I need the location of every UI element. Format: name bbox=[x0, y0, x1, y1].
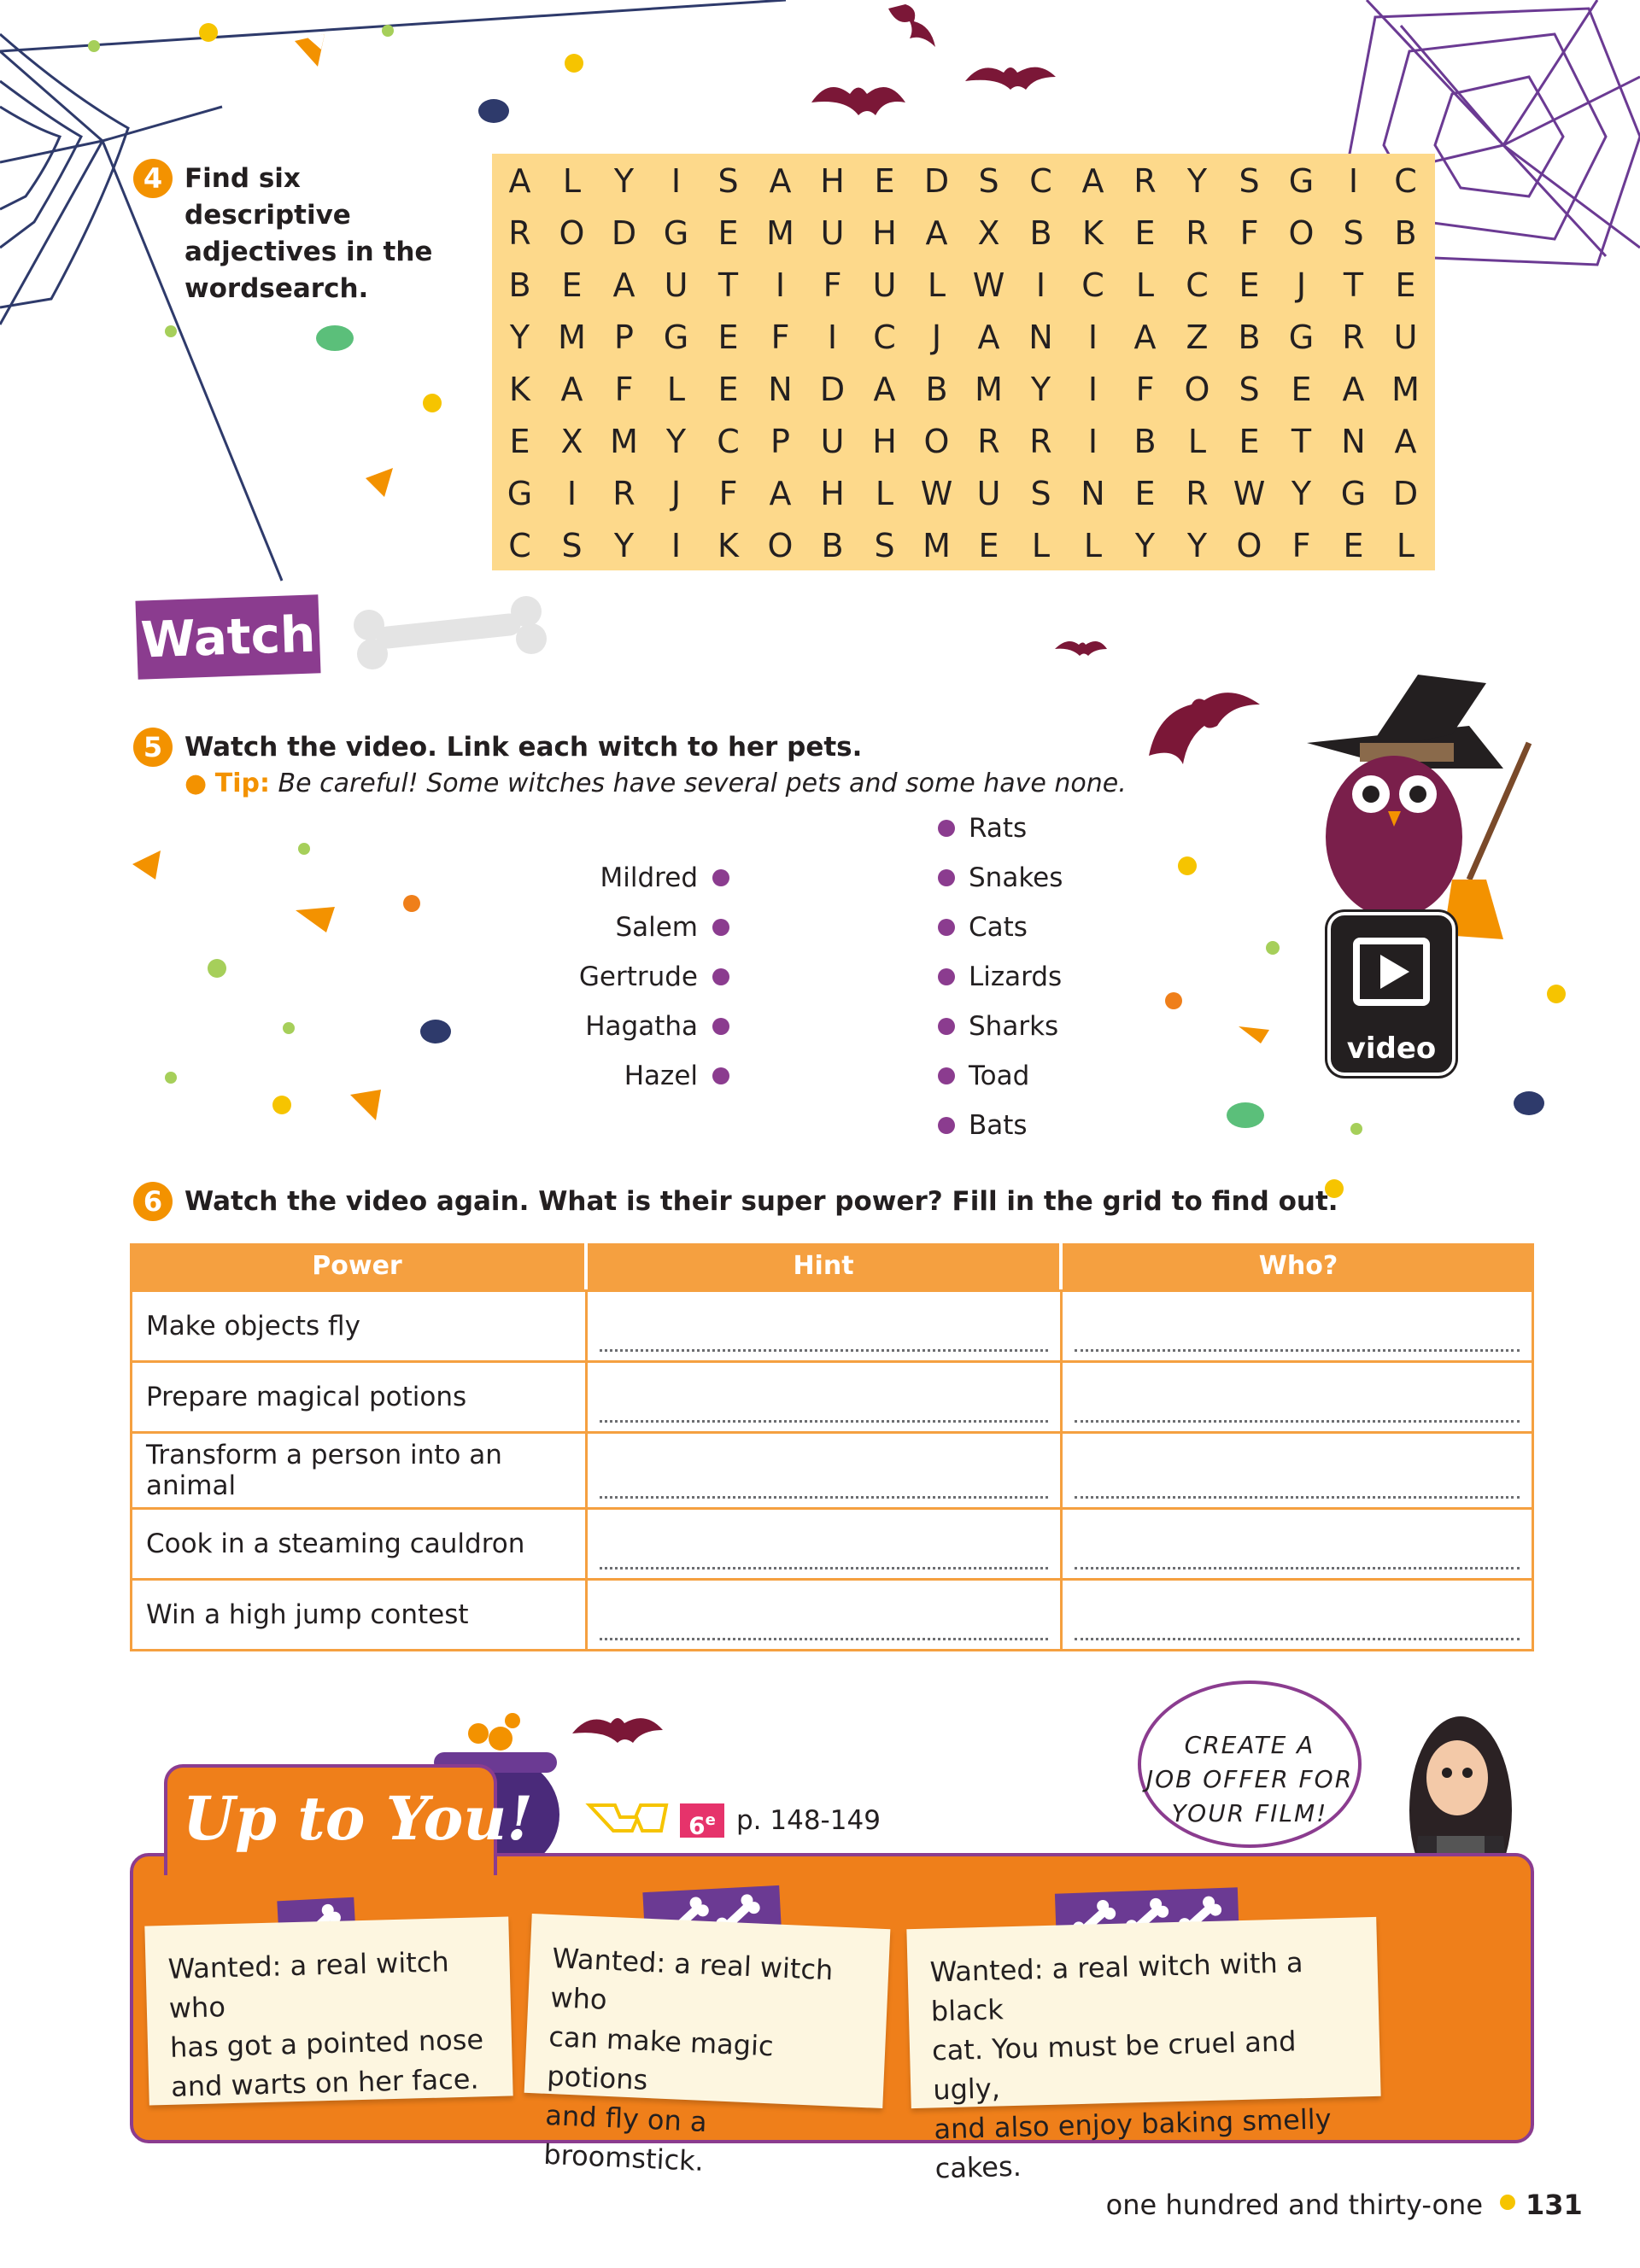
wordsearch-letter[interactable]: Y bbox=[1030, 371, 1051, 408]
wordsearch-letter[interactable]: E bbox=[561, 266, 583, 304]
hint-answer-cell[interactable] bbox=[585, 1507, 1063, 1581]
witch-name: Gertrude bbox=[578, 962, 698, 992]
wordsearch-row bbox=[492, 416, 1435, 468]
witch-name: Mildred bbox=[600, 862, 698, 893]
wordsearch-letter[interactable]: S bbox=[874, 527, 895, 564]
wordsearch-letter[interactable]: M bbox=[610, 423, 638, 460]
wordsearch-letter[interactable]: S bbox=[718, 162, 739, 200]
power-cell: Make objects fly bbox=[130, 1289, 588, 1363]
wordsearch-letter[interactable]: L bbox=[875, 475, 894, 512]
wordsearch-letter[interactable]: N bbox=[1028, 319, 1053, 356]
pet-link-dot[interactable] bbox=[938, 820, 955, 837]
wordsearch-letter[interactable]: M bbox=[975, 371, 1003, 408]
wordsearch-letter[interactable]: G bbox=[1340, 475, 1367, 512]
wordsearch-letter[interactable]: Y bbox=[1186, 527, 1208, 564]
who-answer-cell[interactable] bbox=[1060, 1507, 1534, 1581]
exercise-6-instruction: Watch the video again. What is their super power? Fill in the grid to find out. bbox=[184, 1186, 1338, 1217]
wordsearch-letter[interactable]: J bbox=[1296, 266, 1307, 304]
wordsearch-letter[interactable]: E bbox=[1239, 423, 1260, 460]
power-cell: Transform a person into an animal bbox=[130, 1431, 588, 1510]
wordsearch-letter[interactable]: P bbox=[770, 423, 790, 460]
wordsearch-letter[interactable]: M bbox=[766, 214, 794, 252]
wordsearch-letter[interactable]: B bbox=[1394, 214, 1417, 252]
wordsearch-letter[interactable]: O bbox=[767, 527, 794, 564]
wordsearch-letter[interactable]: I bbox=[1087, 371, 1098, 408]
wordsearch-letter[interactable]: G bbox=[507, 475, 533, 512]
wordsearch-letter[interactable]: E bbox=[1291, 371, 1312, 408]
wordsearch-letter[interactable]: L bbox=[1135, 266, 1155, 304]
wordsearch-letter[interactable]: B bbox=[821, 527, 844, 564]
power-cell: Prepare magical potions bbox=[130, 1360, 588, 1434]
wordsearch-letter[interactable]: I bbox=[1087, 319, 1098, 356]
wordsearch-letter[interactable]: H bbox=[872, 214, 897, 252]
wordsearch-row bbox=[492, 468, 1435, 520]
pet-name: Snakes bbox=[969, 862, 1063, 893]
wordsearch-letter[interactable]: K bbox=[1082, 214, 1104, 252]
wordsearch-letter[interactable]: A bbox=[612, 266, 636, 304]
pet-name: Toad bbox=[969, 1061, 1030, 1091]
wordsearch-letter[interactable]: F bbox=[718, 475, 738, 512]
wordsearch-letter[interactable]: A bbox=[977, 319, 1000, 356]
wordsearch-letter[interactable]: B bbox=[925, 371, 948, 408]
wordsearch-letter[interactable]: C bbox=[873, 319, 896, 356]
wordsearch-row bbox=[492, 520, 1435, 572]
bubble-line: YOUR FILM! bbox=[1171, 1799, 1328, 1827]
hint-answer-cell[interactable] bbox=[585, 1431, 1063, 1510]
wordsearch-row bbox=[492, 312, 1435, 364]
wordsearch-letter[interactable]: I bbox=[566, 475, 577, 512]
wordsearch-letter[interactable]: Z bbox=[1186, 319, 1209, 356]
wordsearch-letter[interactable]: N bbox=[768, 371, 793, 408]
watch-section-banner: Watch bbox=[135, 594, 320, 679]
wordsearch-letter[interactable]: A bbox=[1133, 319, 1157, 356]
exercise-4-number: 4 bbox=[133, 159, 173, 198]
candy-corn-icon bbox=[296, 907, 335, 932]
lightbulb-icon: ● bbox=[184, 769, 208, 798]
wordsearch-letter[interactable]: U bbox=[872, 266, 897, 304]
wordsearch-letter[interactable]: A bbox=[1342, 371, 1365, 408]
witch-link-dot[interactable] bbox=[712, 869, 729, 886]
candy-corn-icon bbox=[295, 34, 325, 67]
tip bbox=[184, 765, 1127, 803]
who-answer-cell[interactable] bbox=[1060, 1578, 1534, 1651]
wordsearch-letter[interactable]: W bbox=[920, 475, 953, 512]
card-line: cat. You must be cruel and ugly, bbox=[931, 2025, 1297, 2107]
wordsearch-letter[interactable]: P bbox=[614, 319, 634, 356]
wordsearch-letter[interactable]: G bbox=[1288, 319, 1315, 356]
wordsearch-letter[interactable]: Y bbox=[509, 319, 530, 356]
wordsearch-letter[interactable]: A bbox=[1081, 162, 1104, 200]
pet-name: Bats bbox=[969, 1110, 1028, 1141]
wordsearch-letter[interactable]: N bbox=[1081, 475, 1105, 512]
wordsearch-letter[interactable]: C bbox=[717, 423, 740, 460]
up-to-you-title: Up to You! bbox=[183, 1783, 533, 1854]
wordsearch-letter[interactable]: M bbox=[922, 527, 951, 564]
wordsearch-letter[interactable]: R bbox=[1342, 319, 1365, 356]
card-line: and also enjoy baking smelly cakes. bbox=[933, 2102, 1332, 2185]
wordsearch-letter[interactable]: E bbox=[718, 371, 739, 408]
wordsearch-letter[interactable]: D bbox=[819, 371, 846, 408]
wordsearch-letter[interactable]: E bbox=[1134, 475, 1156, 512]
wordsearch-letter[interactable]: Y bbox=[1291, 475, 1312, 512]
wordsearch-letter[interactable]: I bbox=[827, 319, 838, 356]
who-answer-cell[interactable] bbox=[1060, 1289, 1534, 1363]
wordsearch-letter[interactable]: S bbox=[561, 527, 583, 564]
wordsearch-letter[interactable]: U bbox=[820, 423, 845, 460]
job-offer-card-3 bbox=[906, 1917, 1380, 2185]
job-offer-card-1 bbox=[144, 1916, 512, 2105]
witch-name: Hazel bbox=[624, 1061, 698, 1091]
wordsearch-letter[interactable]: S bbox=[1239, 371, 1260, 408]
wordsearch-letter[interactable]: W bbox=[972, 266, 1005, 304]
wordsearch-letter[interactable]: A bbox=[508, 162, 531, 200]
footer-page-words: one hundred and thirty-one bbox=[1105, 2189, 1483, 2221]
hint-answer-cell[interactable] bbox=[585, 1360, 1063, 1434]
wordsearch-letter[interactable]: O bbox=[1288, 214, 1315, 252]
wordsearch-letter[interactable]: B bbox=[1238, 319, 1261, 356]
wordsearch-letter[interactable]: S bbox=[1343, 214, 1364, 252]
wordsearch-letter[interactable]: M bbox=[1391, 371, 1420, 408]
pet-link-dot[interactable] bbox=[938, 1067, 955, 1084]
wordsearch-letter[interactable]: U bbox=[664, 266, 688, 304]
wordsearch-letter[interactable]: U bbox=[1393, 319, 1418, 356]
wordsearch-letter[interactable]: A bbox=[769, 162, 792, 200]
footer-dot bbox=[1500, 2195, 1515, 2210]
wordsearch-letter[interactable]: A bbox=[925, 214, 948, 252]
wordsearch-letter[interactable]: E bbox=[1343, 527, 1364, 564]
pet-link-dot[interactable] bbox=[938, 968, 955, 985]
wordsearch-letter[interactable]: E bbox=[1134, 214, 1156, 252]
table-row bbox=[130, 1507, 1534, 1581]
wordsearch-letter[interactable]: A bbox=[560, 371, 583, 408]
wordsearch-letter[interactable]: U bbox=[976, 475, 1001, 512]
witch-link-dot[interactable] bbox=[712, 1018, 729, 1035]
wordsearch-letter[interactable]: J bbox=[931, 319, 942, 356]
wordsearch-letter[interactable]: W bbox=[1233, 475, 1266, 512]
job-offer-card-2 bbox=[524, 1914, 891, 2177]
card-line: and warts on her face. bbox=[170, 2062, 479, 2103]
wordsearch-letter[interactable]: F bbox=[823, 266, 842, 304]
wordsearch-letter[interactable]: S bbox=[1030, 475, 1051, 512]
wordsearch-row bbox=[492, 260, 1435, 312]
wordsearch-letter[interactable]: F bbox=[1135, 371, 1155, 408]
pet-link-dot[interactable] bbox=[938, 869, 955, 886]
wrapped-candy-icon bbox=[1227, 1102, 1264, 1128]
wordsearch-letter[interactable]: L bbox=[1396, 527, 1415, 564]
wordsearch-letter[interactable]: A bbox=[873, 371, 896, 408]
table-row bbox=[130, 1578, 1534, 1651]
card-line: has got a pointed nose bbox=[169, 2023, 484, 2064]
pet-link-dot[interactable] bbox=[938, 919, 955, 936]
who-answer-cell[interactable] bbox=[1060, 1360, 1534, 1434]
wordsearch-letter[interactable]: Y bbox=[613, 527, 635, 564]
pet-link-dot[interactable] bbox=[938, 1117, 955, 1134]
wordsearch-letter[interactable]: I bbox=[671, 162, 682, 200]
wordsearch-letter[interactable]: O bbox=[559, 214, 585, 252]
candy-corn-icon bbox=[366, 468, 393, 497]
wordsearch-letter[interactable]: N bbox=[1341, 423, 1366, 460]
wordsearch-letter[interactable]: D bbox=[1392, 475, 1419, 512]
bone-icon bbox=[354, 596, 547, 669]
wordsearch-letter[interactable]: E bbox=[1239, 266, 1260, 304]
candy-corn-icon bbox=[1239, 1026, 1269, 1043]
wordsearch-letter[interactable]: L bbox=[1031, 527, 1051, 564]
wordsearch-letter[interactable]: J bbox=[671, 475, 682, 512]
level-number: 6 bbox=[688, 1811, 706, 1840]
witch-link-dot[interactable] bbox=[712, 919, 729, 936]
wordsearch-letter[interactable]: D bbox=[611, 214, 637, 252]
table-row bbox=[130, 1360, 1534, 1434]
card-line: Wanted: a real witch who bbox=[549, 1942, 835, 2016]
table-row bbox=[130, 1289, 1534, 1363]
witch-name: Salem bbox=[615, 912, 698, 943]
card-line: Wanted: a real witch with a black bbox=[929, 1946, 1303, 2028]
wordsearch-letter[interactable]: K bbox=[509, 371, 530, 408]
page-reference: p. 148-149 bbox=[736, 1805, 881, 1836]
owl-witch-icon bbox=[1307, 675, 1529, 939]
level-badge bbox=[680, 1803, 724, 1838]
glasses-icon bbox=[589, 1805, 666, 1831]
pet-name: Cats bbox=[969, 912, 1028, 943]
wordsearch-letter[interactable]: D bbox=[923, 162, 950, 200]
wordsearch-row bbox=[492, 364, 1435, 416]
wordsearch-row bbox=[492, 155, 1435, 208]
level-suffix: e bbox=[705, 1811, 716, 1829]
pet-name: Lizards bbox=[969, 962, 1063, 992]
wordsearch-letter[interactable]: L bbox=[1083, 527, 1103, 564]
wordsearch-letter[interactable]: A bbox=[769, 475, 792, 512]
witch-link-dot[interactable] bbox=[712, 1067, 729, 1084]
wordsearch-letter[interactable]: C bbox=[1081, 266, 1104, 304]
table-header-power: Power bbox=[130, 1243, 584, 1289]
wordsearch-letter[interactable]: G bbox=[663, 319, 689, 356]
exercise-4-instruction bbox=[184, 161, 466, 307]
wordsearch-letter[interactable]: F bbox=[770, 319, 790, 356]
video-label: video bbox=[1346, 1032, 1437, 1066]
bubble-line: JOB OFFER FOR bbox=[1145, 1765, 1354, 1793]
pet-link-dot[interactable] bbox=[938, 1018, 955, 1035]
table-header-who: Who? bbox=[1063, 1243, 1534, 1289]
card-line: can make magic potions bbox=[546, 2020, 775, 2097]
wordsearch-row bbox=[492, 208, 1435, 260]
who-answer-cell[interactable] bbox=[1060, 1431, 1534, 1510]
page-number: 131 bbox=[1526, 2189, 1583, 2221]
tip-text: Be careful! Some witches have several pets and some have none. bbox=[278, 769, 1127, 798]
wordsearch-letter[interactable]: L bbox=[666, 371, 686, 408]
wordsearch-letter[interactable]: A bbox=[1394, 423, 1417, 460]
wordsearch-letter[interactable]: R bbox=[1186, 214, 1209, 252]
wordsearch-letter[interactable]: B bbox=[508, 266, 531, 304]
wordsearch-letter[interactable]: C bbox=[508, 527, 531, 564]
wordsearch-letter[interactable]: I bbox=[1348, 162, 1359, 200]
card-line: Wanted: a real witch who bbox=[167, 1945, 450, 2025]
wordsearch-letter[interactable]: I bbox=[1087, 423, 1098, 460]
wordsearch-letter[interactable]: B bbox=[1133, 423, 1157, 460]
video-button[interactable] bbox=[1327, 912, 1456, 1076]
instruction-line: adjectives in the bbox=[184, 237, 433, 267]
speech-bubble bbox=[1138, 1681, 1362, 1848]
pet-name: Rats bbox=[969, 813, 1028, 844]
wordsearch-letter[interactable]: Y bbox=[1134, 527, 1156, 564]
wordsearch-letter[interactable]: Y bbox=[665, 423, 687, 460]
wordsearch-letter[interactable]: F bbox=[1292, 527, 1311, 564]
wordsearch-letter[interactable]: G bbox=[1288, 162, 1315, 200]
witch-link-dot[interactable] bbox=[712, 968, 729, 985]
wrapped-candy-icon bbox=[1514, 1091, 1544, 1115]
wordsearch-letter[interactable]: R bbox=[508, 214, 531, 252]
witch-name: Hagatha bbox=[585, 1011, 698, 1042]
wordsearch-letter[interactable]: E bbox=[509, 423, 530, 460]
instruction-line: wordsearch. bbox=[184, 273, 369, 304]
wordsearch-letter[interactable]: X bbox=[977, 214, 1000, 252]
power-cell: Cook in a steaming cauldron bbox=[130, 1507, 588, 1581]
wordsearch-letter[interactable]: E bbox=[874, 162, 895, 200]
hint-answer-cell[interactable] bbox=[585, 1578, 1063, 1651]
wrapped-candy-icon bbox=[478, 99, 509, 123]
candy-corn-icon bbox=[350, 1090, 381, 1120]
hint-answer-cell[interactable] bbox=[585, 1289, 1063, 1363]
wordsearch-letter[interactable]: S bbox=[1239, 162, 1260, 200]
wordsearch-letter[interactable]: H bbox=[820, 162, 845, 200]
wordsearch-letter[interactable]: G bbox=[663, 214, 689, 252]
wordsearch-letter[interactable]: I bbox=[775, 266, 786, 304]
exercise-6-number: 6 bbox=[133, 1182, 173, 1221]
exercise-5-instruction: Watch the video. Link each witch to her pets. bbox=[184, 732, 863, 763]
wordsearch-letter[interactable]: I bbox=[1035, 266, 1046, 304]
wordsearch-letter[interactable]: C bbox=[1186, 266, 1209, 304]
wordsearch-letter[interactable]: O bbox=[923, 423, 950, 460]
play-video-icon bbox=[1331, 921, 1452, 1023]
wordsearch-letter[interactable]: H bbox=[820, 475, 845, 512]
wordsearch-letter[interactable]: O bbox=[1184, 371, 1210, 408]
wordsearch-letter[interactable]: E bbox=[978, 527, 999, 564]
wordsearch-letter[interactable]: R bbox=[1029, 423, 1052, 460]
wordsearch-letter[interactable]: O bbox=[1236, 527, 1262, 564]
card-line: and fly on a broomstick. bbox=[542, 2098, 708, 2177]
wordsearch-letter[interactable]: L bbox=[927, 266, 946, 304]
wordsearch-letter[interactable]: T bbox=[1291, 423, 1312, 460]
wordsearch-letter[interactable]: B bbox=[1029, 214, 1052, 252]
pet-name: Sharks bbox=[969, 1011, 1059, 1042]
wordsearch-letter[interactable]: T bbox=[718, 266, 739, 304]
wordsearch-letter[interactable]: M bbox=[558, 319, 586, 356]
exercise-5-number: 5 bbox=[133, 728, 173, 767]
wordsearch-letter[interactable]: U bbox=[820, 214, 845, 252]
wordsearch-letter[interactable]: I bbox=[671, 527, 682, 564]
wrapped-candy-icon bbox=[420, 1020, 451, 1043]
wordsearch-letter[interactable]: R bbox=[612, 475, 636, 512]
power-cell: Win a high jump contest bbox=[130, 1578, 588, 1651]
wordsearch-letter[interactable]: Y bbox=[1186, 162, 1208, 200]
table-header-hint: Hint bbox=[588, 1243, 1059, 1289]
wordsearch-letter[interactable]: S bbox=[978, 162, 999, 200]
wordsearch-letter[interactable]: R bbox=[1186, 475, 1209, 512]
wordsearch-letter[interactable]: E bbox=[1395, 266, 1416, 304]
wordsearch-letter[interactable]: E bbox=[718, 319, 739, 356]
wordsearch-letter[interactable]: X bbox=[560, 423, 583, 460]
table-row bbox=[130, 1431, 1534, 1510]
bubble-line: CREATE A bbox=[1184, 1731, 1315, 1759]
wordsearch-letter[interactable]: K bbox=[718, 527, 739, 564]
wordsearch-letter[interactable]: L bbox=[562, 162, 582, 200]
tip-label: Tip: bbox=[214, 769, 270, 798]
wordsearch-letter[interactable]: C bbox=[1394, 162, 1417, 200]
wordsearch-grid[interactable] bbox=[492, 154, 1435, 570]
wordsearch-letter[interactable]: H bbox=[872, 423, 897, 460]
wordsearch-letter[interactable]: L bbox=[1187, 423, 1207, 460]
wrapped-candy-icon bbox=[316, 325, 354, 351]
wordsearch-letter[interactable]: C bbox=[1029, 162, 1052, 200]
candy-corn-icon bbox=[132, 850, 161, 880]
wordsearch-letter[interactable]: E bbox=[718, 214, 739, 252]
wordsearch-letter[interactable]: T bbox=[1343, 266, 1364, 304]
wordsearch-letter[interactable]: R bbox=[1133, 162, 1157, 200]
wordsearch-letter[interactable]: F bbox=[1239, 214, 1259, 252]
wordsearch-letter[interactable]: F bbox=[614, 371, 634, 408]
instruction-line: Find six descriptive bbox=[184, 163, 351, 231]
wordsearch-letter[interactable]: R bbox=[977, 423, 1000, 460]
wordsearch-letter[interactable]: Y bbox=[613, 162, 635, 200]
